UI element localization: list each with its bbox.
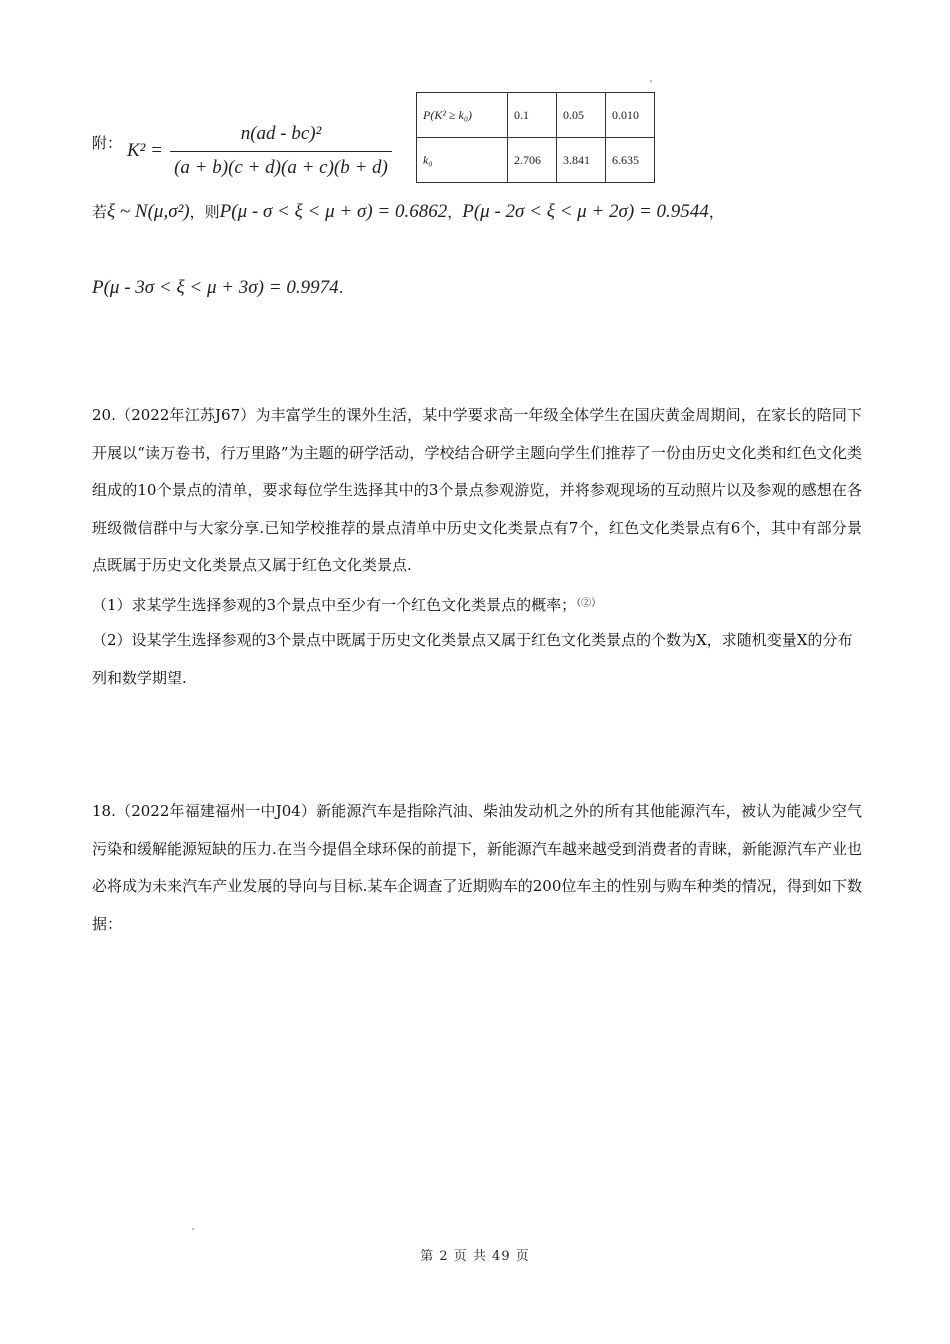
problem-18-text: 18.（2022年福建福州一中J04）新能源汽车是指除汽油、柴油发动机之外的所有其他能源汽车，被认为能减少空气污染和缓解能源短缺的压力.在当今提倡全球环保的前提下，新能源汽车越来越受到消费者的青睐，新能源汽车产业也必将成为未来汽车产业发展的导向与目标.某车企调查了近期购车的200位车主的性别与购车种类的情况，得到如下数据： bbox=[92, 802, 862, 933]
scan-dot bbox=[192, 1228, 194, 1230]
problem-20-question-2: （2）设某学生选择参观的3个景点中既属于历史文化类景点又属于红色文化类景点的个数为X，求随机变量X的分布列和数学期望. bbox=[92, 631, 853, 687]
table-cell: 6.635 bbox=[606, 138, 655, 183]
k2-formula bbox=[125, 118, 395, 188]
problem-20-question-1 bbox=[92, 585, 862, 625]
table-row bbox=[417, 93, 655, 138]
normal-then: ，则 bbox=[189, 203, 220, 221]
critical-value-table bbox=[416, 92, 655, 183]
prob-three-sigma: P(μ - 3σ < ξ < μ + 3σ) = 0.9974 bbox=[92, 277, 339, 298]
question-1-mark: （②） bbox=[576, 598, 602, 609]
table-cell: 0.010 bbox=[606, 93, 655, 138]
normal-end: ， bbox=[708, 203, 724, 221]
table-cell: 3.841 bbox=[557, 138, 606, 183]
k2-denominator: (a + b)(c + d)(a + c)(b + d) bbox=[174, 157, 388, 178]
prob-two-sigma: P(μ - 2σ < ξ < μ + 2σ) = 0.9544 bbox=[462, 201, 709, 222]
page-footer: 第 2 页 共 49 页 bbox=[420, 1249, 530, 1264]
table-cell: P(K² ≥ k₀) bbox=[417, 93, 508, 138]
normal-dist: ξ ~ N(μ,σ²) bbox=[107, 201, 190, 222]
normal-sep: ， bbox=[447, 203, 463, 221]
question-1-text: （1）求某学生选择参观的3个景点中至少有一个红色文化类景点的概率； bbox=[92, 596, 577, 614]
normal-prefix: 若 bbox=[92, 203, 108, 221]
table-cell: k₀ bbox=[417, 138, 508, 183]
appendix-label: 附： bbox=[92, 134, 123, 152]
three-sigma-end: . bbox=[338, 279, 344, 297]
table-row bbox=[417, 138, 655, 183]
prob-one-sigma: P(μ - σ < ξ < μ + σ) = 0.6862 bbox=[219, 201, 448, 222]
k2-fraction bbox=[170, 120, 392, 182]
three-sigma-line bbox=[92, 276, 343, 299]
scan-dot bbox=[650, 80, 652, 82]
normal-distribution-line bbox=[92, 200, 724, 223]
fraction-bar bbox=[170, 151, 392, 152]
table-cell: 0.1 bbox=[508, 93, 557, 138]
problem-20-text: 20.（2022年江苏J67）为丰富学生的课外生活，某中学要求高一年级全体学生在国庆黄金周期间，在家长的陪同下开展以“读万卷书，行万里路”为主题的研学活动，学校结合研学主题向学生们推荐了一份由历史文化类和红色文化类组成的10个景点的清单，要求每位学生选择其中的3个景点参观游览，并将参观现场的互动照片以及参观的感想在各班级微信群中与大家分享.已知学校推荐的景点清单中历史文化类景点有7个，红色文化类景点有6个，其中有部分景点既属于历史文化类景点又属于红色文化类景点. bbox=[92, 406, 862, 574]
table-cell: 2.706 bbox=[508, 138, 557, 183]
table-cell: 0.05 bbox=[557, 93, 606, 138]
k2-formula-lhs: K² = bbox=[127, 140, 163, 161]
k2-numerator: n(ad - bc)² bbox=[240, 123, 322, 144]
